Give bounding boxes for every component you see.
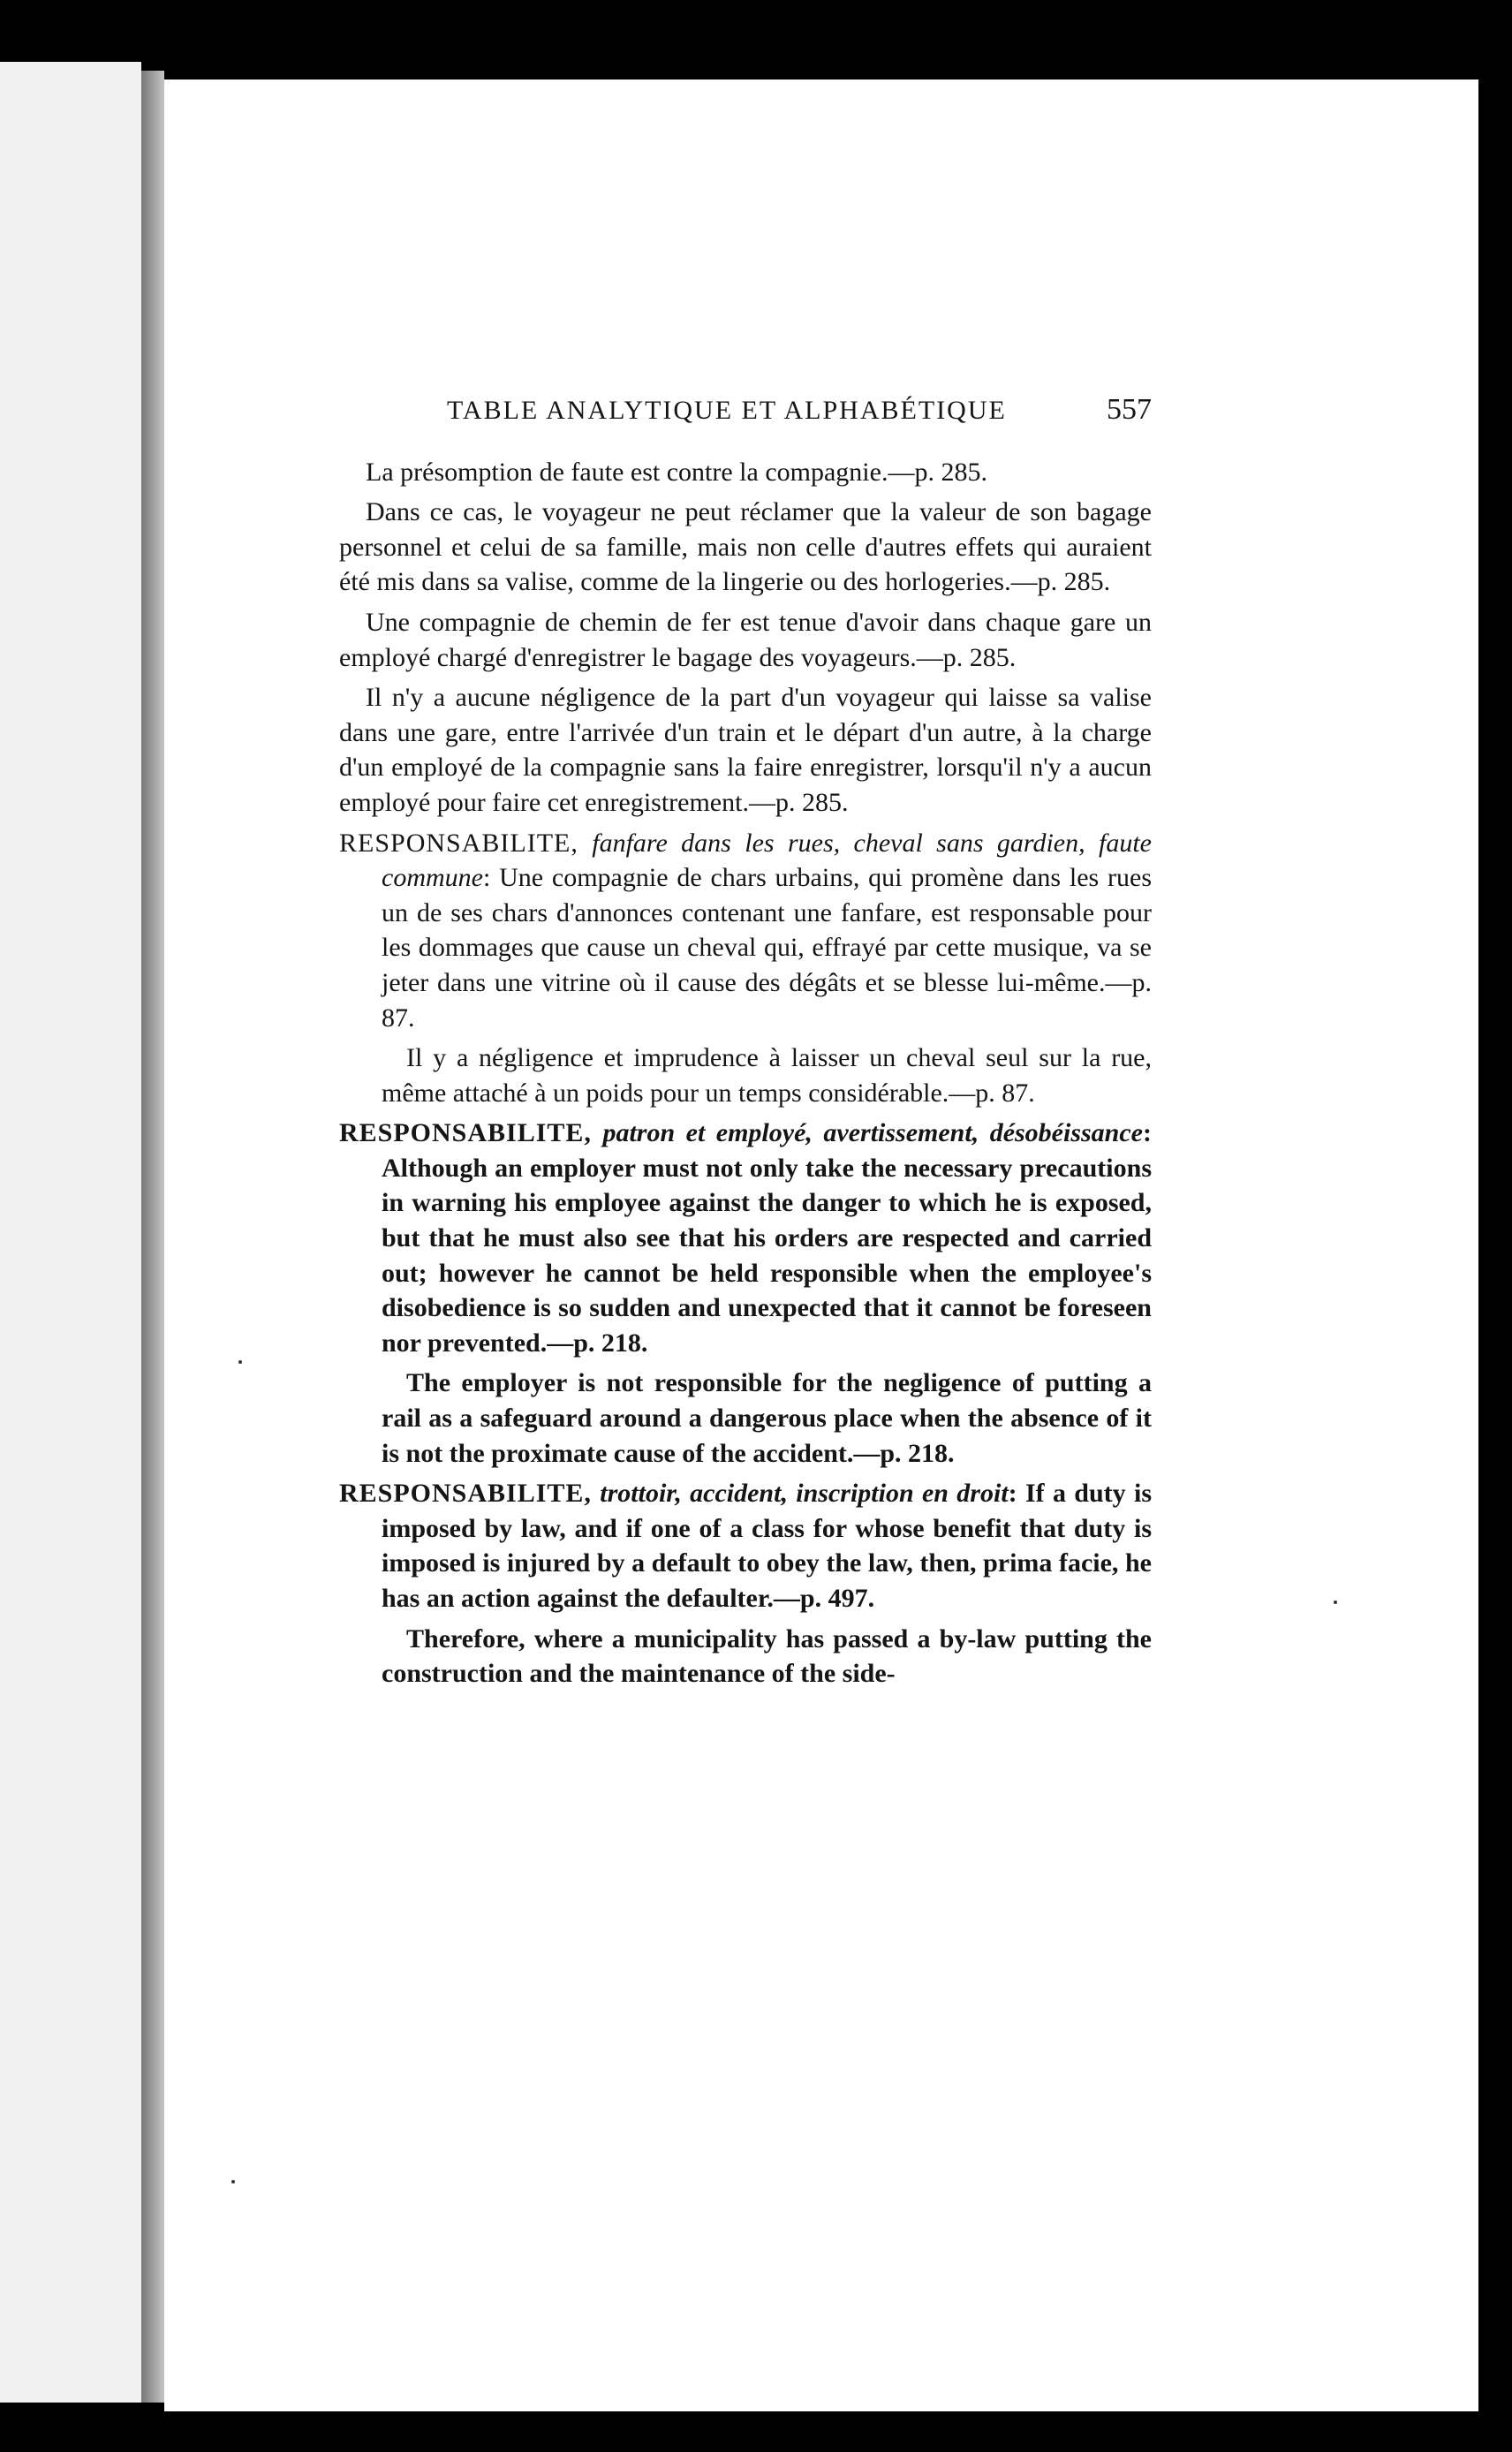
entry-headword: RESPONSABILITE,	[339, 828, 578, 858]
facing-page-edge	[0, 62, 141, 2403]
entry-subject: fanfare dans les rues, cheval sans gardien, faute commune	[382, 828, 1152, 893]
index-entry	[339, 1116, 1152, 1360]
entry-text: : If a duty is imposed by law, and if one of a class for whose benefit that duty is imposed is injured by a default to obey the law, then, prima facie, he has an action against the defaulter.—p. 497.	[382, 1479, 1153, 1613]
entry-subject: patron et employé, avertissement, désobéissance	[602, 1118, 1144, 1148]
paragraph: Une compagnie de chemin de fer est tenue d'avoir dans chaque gare un employé chargé d'enregistrer le bagage des voyageurs.—p. 285.	[339, 607, 1152, 672]
index-entry	[339, 826, 1152, 1036]
entry-subject: trottoir, accident, inscription en droit	[600, 1479, 1009, 1509]
running-head	[339, 392, 1152, 428]
book-spine	[141, 71, 164, 2403]
entry-text: : Although an employer must not only take the necessary precautions in warning his employee against the danger to which he is exposed, but that he must also see that his orders are respected and carried out; however he cannot be held responsible when the employee's disobedience is so sudden and unexpected that it cannot be foreseen nor prevented.—p. 218.	[382, 1118, 1153, 1358]
entry-text: : Une compagnie de chars urbains, qui promène dans les rues un de ses chars d'annonces contenant une fanfare, est responsable pour les dommages que cause un cheval qui, effrayé par cette musique, va se jeter dans une vitrine où il cause des dégâts et se blesse lui-même.—p. 87.	[382, 863, 1152, 1033]
running-head-title: TABLE ANALYTIQUE ET ALPHABÉTIQUE	[447, 396, 1007, 425]
paragraph: Il n'y a aucune négligence de la part d'un voyageur qui laisse sa valise dans une gare, entre l'arrivée d'un train et le départ d'un autre, à la charge d'un employé de la compagnie sans la faire enregistrer, lorsqu'il n'y a aucun employé pour faire cet enregistrement.—p. 285.	[339, 683, 1152, 817]
page-text	[339, 392, 1152, 1697]
entry-headword: RESPONSABILITE,	[339, 1118, 592, 1148]
entry-continuation: The employer is not responsible for the negligence of putting a rail as a safeguard around a dangerous place when the absence of it is not the proximate cause of the accident.—p. 218.	[382, 1368, 1152, 1468]
scan-speck	[1334, 1601, 1337, 1604]
paragraph: Dans ce cas, le voyageur ne peut réclamer que la valeur de son bagage personnel et celui de sa famille, mais non celle d'autres effets qui auraient été mis dans sa valise, comme de la lingerie ou des horlogeries.—p. 285.	[339, 497, 1152, 597]
entry-continuation: Therefore, where a municipality has passed a by-law putting the construction and the maintenance of the side-	[382, 1623, 1152, 1689]
entry-continuation: Il y a négligence et imprudence à laisser un cheval seul sur la rue, même attaché à un poids pour un temps considérable.—p. 87.	[382, 1043, 1152, 1108]
paragraph: La présomption de faute est contre la compagnie.—p. 285.	[366, 457, 987, 487]
page-number: 557	[1107, 393, 1152, 426]
entry-headword: RESPONSABILITE,	[339, 1479, 592, 1509]
scan-speck	[231, 2180, 235, 2183]
scan-speck	[238, 1360, 242, 1364]
index-entry	[339, 1476, 1152, 1616]
